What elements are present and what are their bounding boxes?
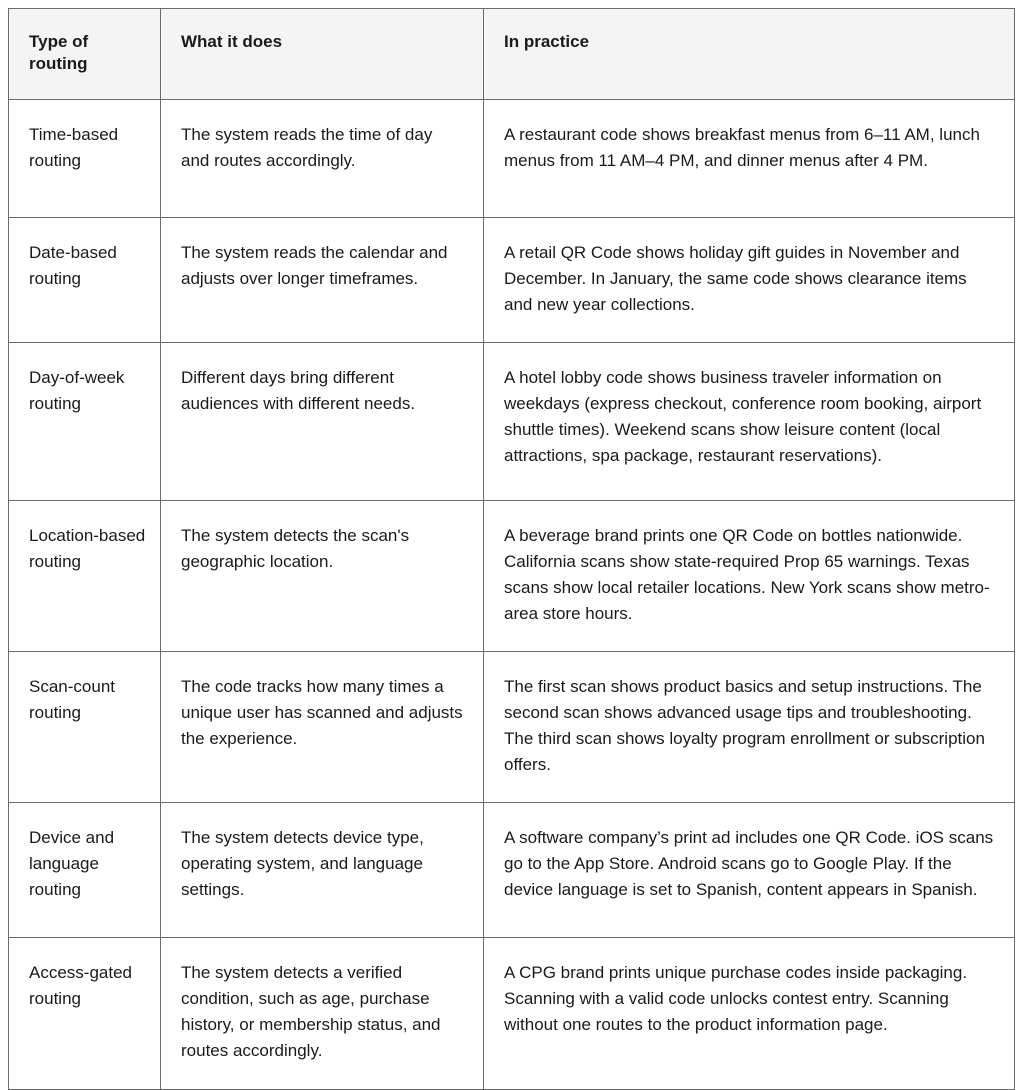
cell-routing-type: Device and language routing bbox=[9, 803, 161, 938]
cell-in-practice: A hotel lobby code shows business traveler information on weekdays (express checkout, conference room booking, airport shuttle times). Weekend scans show leisure content (local attractions, spa package, restaurant reservations). bbox=[484, 343, 1015, 501]
cell-what-it-does: The code tracks how many times a unique user has scanned and adjusts the experience. bbox=[161, 652, 484, 803]
table-row bbox=[9, 938, 1015, 1090]
routing-types-table bbox=[8, 8, 1015, 1090]
table-row bbox=[9, 803, 1015, 938]
cell-what-it-does: Different days bring different audiences with different needs. bbox=[161, 343, 484, 501]
cell-what-it-does: The system detects a verified condition, such as age, purchase history, or membership status, and routes accordingly. bbox=[161, 938, 484, 1090]
table-row bbox=[9, 218, 1015, 343]
column-header-in-practice: In practice bbox=[484, 9, 1015, 100]
table-header bbox=[9, 9, 1015, 100]
cell-in-practice: A software company’s print ad includes one QR Code. iOS scans go to the App Store. Android scans go to Google Play. If the device language is set to Spanish, content appears in Spanish. bbox=[484, 803, 1015, 938]
cell-routing-type: Day-of-week routing bbox=[9, 343, 161, 501]
cell-routing-type: Scan-count routing bbox=[9, 652, 161, 803]
cell-what-it-does: The system reads the time of day and routes accordingly. bbox=[161, 100, 484, 218]
cell-in-practice: A CPG brand prints unique purchase codes inside packaging. Scanning with a valid code unlocks contest entry. Scanning without one routes to the product information page. bbox=[484, 938, 1015, 1090]
table-row bbox=[9, 501, 1015, 652]
cell-in-practice: A restaurant code shows breakfast menus from 6–11 AM, lunch menus from 11 AM–4 PM, and dinner menus after 4 PM. bbox=[484, 100, 1015, 218]
table-row bbox=[9, 343, 1015, 501]
table-row bbox=[9, 652, 1015, 803]
cell-routing-type: Time-based routing bbox=[9, 100, 161, 218]
cell-routing-type: Location-based routing bbox=[9, 501, 161, 652]
cell-routing-type: Access-gated routing bbox=[9, 938, 161, 1090]
table-header-row bbox=[9, 9, 1015, 100]
cell-in-practice: The first scan shows product basics and setup instructions. The second scan shows advanced usage tips and troubleshooting. The third scan shows loyalty program enrollment or subscription offers. bbox=[484, 652, 1015, 803]
cell-what-it-does: The system detects device type, operating system, and language settings. bbox=[161, 803, 484, 938]
cell-routing-type: Date-based routing bbox=[9, 218, 161, 343]
column-header-type-of-routing: Type of routing bbox=[9, 9, 161, 100]
column-header-what-it-does: What it does bbox=[161, 9, 484, 100]
cell-in-practice: A retail QR Code shows holiday gift guides in November and December. In January, the same code shows clearance items and new year collections. bbox=[484, 218, 1015, 343]
table-body bbox=[9, 100, 1015, 1090]
cell-in-practice: A beverage brand prints one QR Code on bottles nationwide. California scans show state-required Prop 65 warnings. Texas scans show local retailer locations. New York scans show metro-area store hours. bbox=[484, 501, 1015, 652]
table-row bbox=[9, 100, 1015, 218]
cell-what-it-does: The system reads the calendar and adjusts over longer timeframes. bbox=[161, 218, 484, 343]
cell-what-it-does: The system detects the scan's geographic location. bbox=[161, 501, 484, 652]
